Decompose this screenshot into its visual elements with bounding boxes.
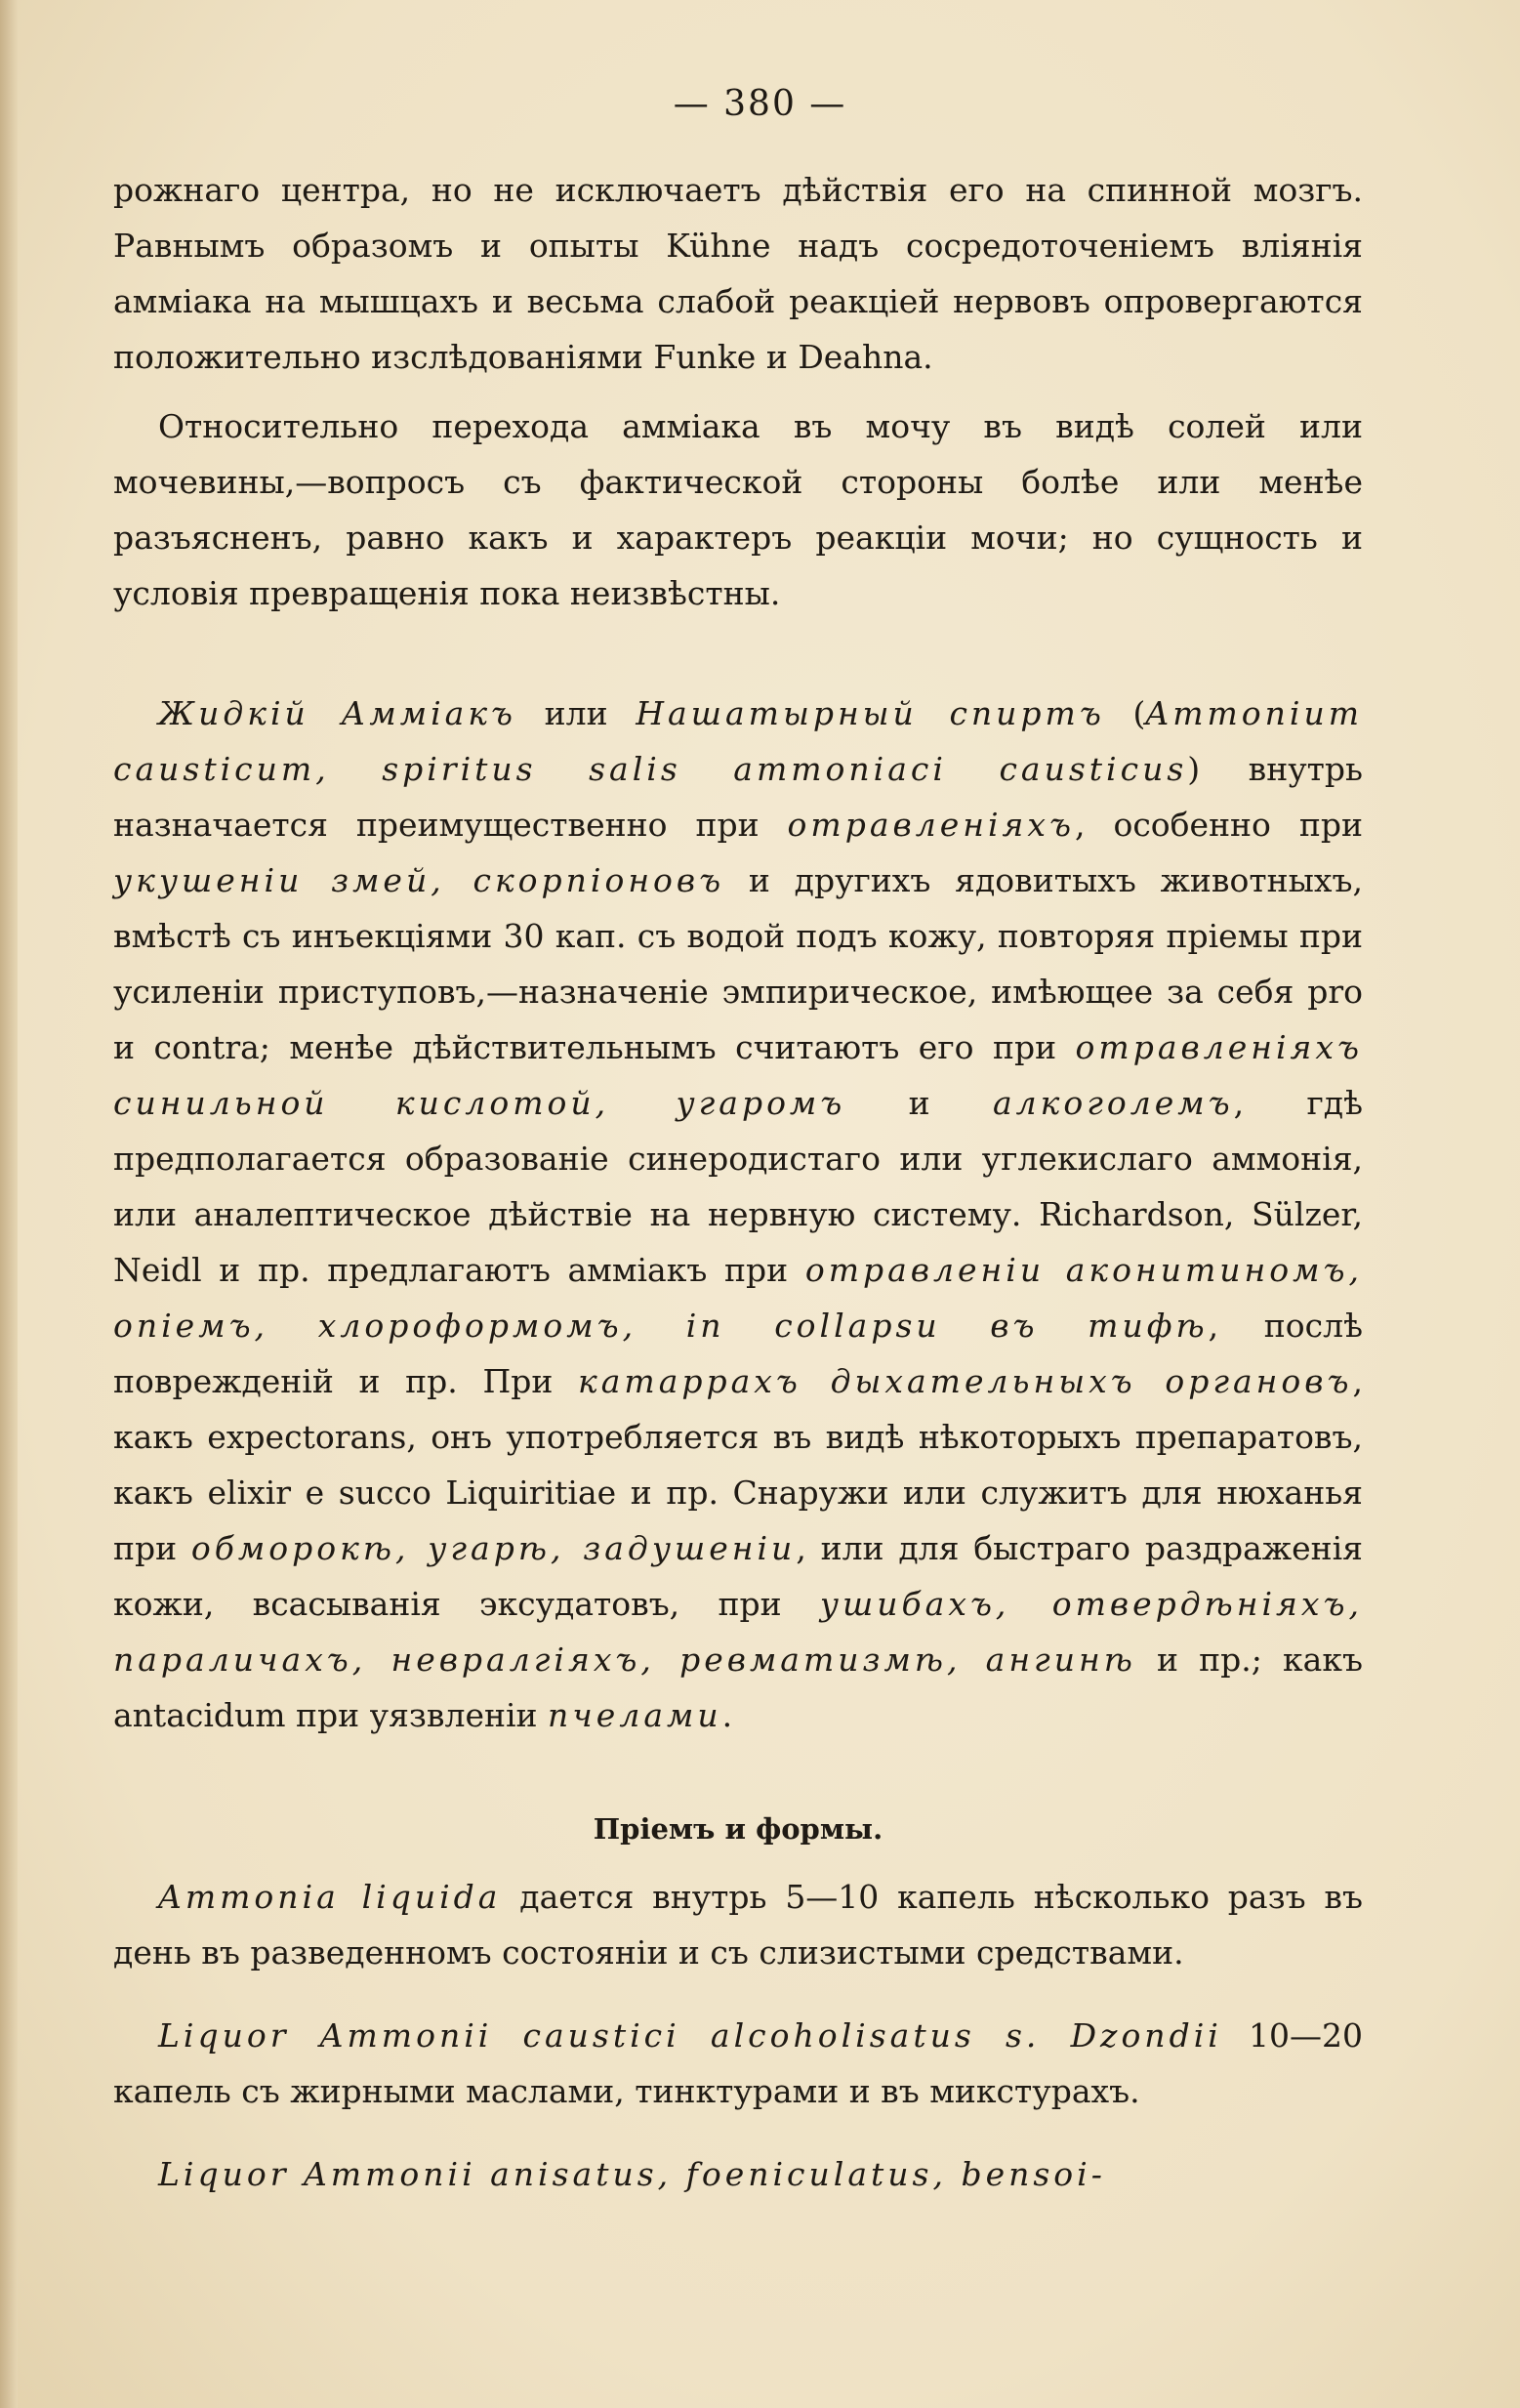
- emphasized-term: Ammonia liquida: [158, 1878, 502, 1916]
- paragraph-neural-effects: [113, 162, 1363, 385]
- text-segment: 10—20 капель съ жирными маслами, тинктурами и въ микстурахъ.: [113, 2016, 1363, 2110]
- emphasized-term: пчелами: [548, 1696, 722, 1734]
- emphasized-term: обморокѣ, угарѣ, задушеніи: [190, 1529, 797, 1567]
- emphasized-term: алкоголемъ: [992, 1084, 1234, 1122]
- emphasized-term: отравленіяхъ синильной кислотой, угаромъ: [113, 1028, 1363, 1122]
- emphasized-term: укушеніи змей, скорпіоновъ: [113, 861, 725, 899]
- text-segment: , особенно при: [1075, 806, 1363, 844]
- emphasized-term: Ammonium causticum, spiritus salis ammoniaci causticus: [113, 694, 1363, 788]
- paragraph-urine-conversion: [113, 398, 1363, 621]
- page-spine-shadow: [0, 0, 18, 2408]
- emphasized-term: Жидкій Амміакъ: [158, 694, 517, 732]
- text-segment: ) внутрь назначается преимущественно при: [113, 750, 1364, 844]
- emphasized-term: Нашатырный спиртъ: [636, 694, 1105, 732]
- section-heading-doses: [113, 1802, 1363, 1857]
- emphasized-term: Liquor Ammonii caustici alcoholisatus s. Dzondii: [158, 2016, 1222, 2055]
- text-segment: рожнаго центра, но не исключаетъ дѣйствія его на спинной мозгъ. Равнымъ образомъ и опыты Kühne надъ сосредоточеніемъ вліянія амміака на мышцахъ и весьма слабой реакціей нервовъ опровергаются положительно изслѣдованіями Funke и Deahna.: [113, 171, 1363, 376]
- text-segment: .: [721, 1696, 733, 1734]
- page-body: [113, 162, 1363, 2202]
- text-segment: и пр.; какъ antacidum при уязвленіи: [113, 1640, 1363, 1734]
- paragraph-liquor-anisatus: [113, 2146, 1363, 2202]
- emphasized-term: катаррахъ дыхательныхъ органовъ: [578, 1362, 1353, 1400]
- text-segment: Относительно перехода амміака въ мочу въ видѣ солей или мочевины,—вопросъ съ фактической стороны болѣе или менѣе разъясненъ, равно какъ и характеръ реакціи мочи; но сущность и условія превращенія пока неизвѣстны.: [113, 407, 1363, 612]
- text-segment: , или для быстраго раздраженія кожи, всасыванія эксудатовъ, при: [113, 1529, 1363, 1623]
- text-segment: Пріемъ и формы.: [593, 1812, 883, 1846]
- emphasized-term: ушибахъ, отвердѣніяхъ, параличахъ, невралгіяхъ, ревматизмѣ, ангинѣ: [113, 1585, 1363, 1679]
- paragraph-ammonia-liquida: [113, 1869, 1363, 1980]
- emphasized-term: отравленіи аконитиномъ, опіемъ, хлороформомъ, in collapsu въ тифѣ: [113, 1251, 1363, 1345]
- paragraph-liquor-dzondii: [113, 2008, 1363, 2119]
- text-segment: (: [1104, 694, 1146, 732]
- paragraph-liquid-ammonia: [113, 685, 1363, 1743]
- text-segment: дается внутрь 5—10 капель нѣсколько разъ въ день въ разведенномъ состояніи и съ слизистыми средствами.: [113, 1878, 1363, 1972]
- text-segment: или: [516, 694, 637, 732]
- page-number: — 380 —: [673, 84, 847, 124]
- emphasized-term: отравленіяхъ: [787, 806, 1075, 844]
- text-segment: и: [845, 1084, 993, 1122]
- text-segment: , послѣ поврежденій и пр. При: [113, 1307, 1364, 1400]
- text-segment: и другихъ ядовитыхъ животныхъ, вмѣстѣ съ инъекціями 30 кап. съ водой подъ кожу, повторяя пріемы при усиленіи приступовъ,—назначеніе эмпирическое, имѣющее за себя pro и contra; менѣе дѣйствительнымъ считаютъ его при: [113, 861, 1363, 1066]
- text-segment: , гдѣ предполагается образованіе синеродистаго или углекислаго аммонія, или аналептическое дѣйствіе на нервную систему. Richardson, Sülzer, Neidl и пр. предлагаютъ амміакъ при: [113, 1084, 1363, 1289]
- text-segment: , какъ expectorans, онъ употребляется въ видѣ нѣкоторыхъ препаратовъ, какъ elixir e succo Liquiritiae и пр. Снаружи или служитъ для нюханья при: [113, 1362, 1363, 1567]
- emphasized-term: Liquor Ammonii anisatus, foeniculatus, bensoi-: [158, 2155, 1106, 2193]
